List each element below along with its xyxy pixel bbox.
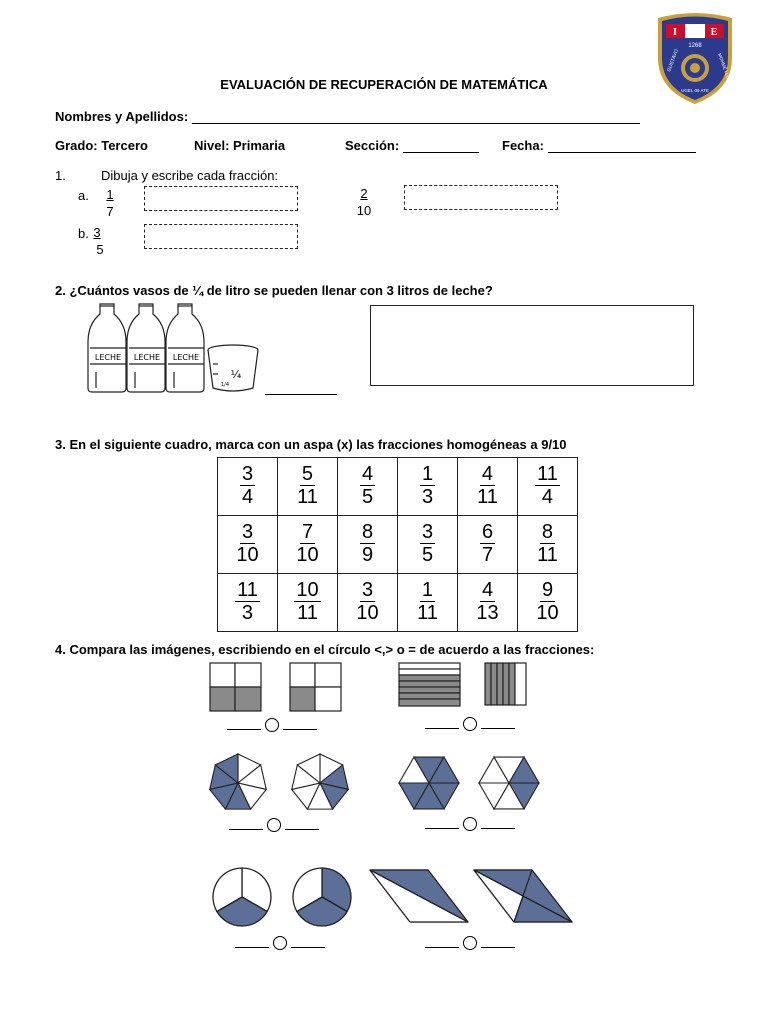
q1b-answer-box[interactable] [144, 224, 298, 249]
grid-numerator: 3 [241, 521, 254, 543]
grid-numerator: 1 [421, 463, 434, 485]
compare-circle[interactable] [265, 718, 279, 732]
q1a-answer-box[interactable] [144, 186, 298, 211]
answer-blank[interactable] [481, 827, 515, 829]
grid-cell[interactable] [458, 458, 518, 516]
grid-numerator: 4 [481, 463, 494, 485]
grid-cell[interactable] [218, 516, 278, 574]
grid-row [218, 458, 578, 516]
compare-row-2-right [425, 817, 515, 831]
grid-fraction [417, 580, 438, 624]
logo-ring-bottom: UGEL 06 ATE [681, 88, 709, 93]
grid-numerator: 4 [361, 463, 374, 485]
grid-fraction [480, 522, 495, 566]
compare-circle[interactable] [463, 817, 477, 831]
grid-numerator: 8 [541, 521, 554, 543]
answer-blank[interactable] [291, 946, 325, 948]
level-label: Nivel: Primaria [194, 138, 286, 153]
grid-denominator: 3 [241, 602, 254, 624]
q1-second-fraction [354, 187, 374, 217]
grid-cell[interactable] [518, 574, 578, 632]
names-label: Nombres y Apellidos: [55, 109, 189, 124]
grid-fraction [476, 580, 498, 624]
q1-number: 1. [55, 168, 66, 183]
q2-answer-box[interactable] [370, 305, 694, 386]
grid-denominator: 5 [421, 544, 434, 566]
grid-denominator: 4 [541, 486, 554, 508]
milk-bottle-icon [166, 304, 204, 392]
q1a-denominator: 7 [106, 203, 114, 219]
grid-denominator: 13 [476, 602, 499, 624]
answer-blank[interactable] [481, 727, 515, 729]
logo-ring-left: GUSTAVO [666, 48, 680, 73]
q1-second-answer-box[interactable] [404, 185, 558, 210]
grid-cell[interactable] [218, 458, 278, 516]
grid-fraction [294, 580, 320, 624]
grid-cell[interactable] [458, 516, 518, 574]
grid-numerator: 1 [421, 579, 434, 601]
grid-denominator: 11 [297, 486, 318, 508]
grid-numerator: 5 [301, 463, 314, 485]
grid-numerator: 3 [241, 463, 254, 485]
grid-numerator: 7 [301, 521, 314, 543]
page-title: EVALUACIÓN DE RECUPERACIÓN DE MATEMÁTICA [220, 77, 548, 92]
bottle-label: LECHE [172, 353, 200, 362]
answer-blank[interactable] [227, 728, 261, 730]
cup-label: ¼ [230, 368, 242, 381]
q3-prompt: 3. En el siguiente cuadro, marca con un aspa (x) las fracciones homogéneas a 9/10 [55, 437, 567, 452]
grid-cell[interactable] [518, 516, 578, 574]
logo-letter-i: I [673, 27, 677, 38]
date-label: Fecha: [502, 138, 544, 153]
q1b-denominator: 5 [96, 241, 104, 257]
grid-fraction [235, 580, 260, 624]
compare-row-3-left [235, 936, 325, 950]
grid-fraction [360, 522, 375, 566]
grid-fraction [296, 522, 318, 566]
grid-fraction [536, 580, 558, 624]
grid-numerator: 3 [421, 521, 434, 543]
grid-denominator: 10 [296, 544, 319, 566]
grid-denominator: 11 [297, 602, 318, 624]
grid-numerator: 11 [237, 579, 258, 601]
compare-circle[interactable] [273, 936, 287, 950]
square-quarters-pair [209, 662, 344, 717]
grid-cell[interactable] [338, 574, 398, 632]
section-row [345, 138, 479, 153]
grid-cell[interactable] [518, 458, 578, 516]
grid-cell[interactable] [398, 458, 458, 516]
grid-cell[interactable] [338, 516, 398, 574]
grid-cell[interactable] [338, 458, 398, 516]
q1-second-denominator: 10 [356, 202, 372, 218]
striped-rectangles-pair [398, 662, 530, 712]
grid-cell[interactable] [278, 458, 338, 516]
section-field[interactable] [403, 140, 479, 153]
grid-fraction [477, 464, 498, 508]
compare-row-3-right [425, 936, 515, 950]
grid-fraction [356, 580, 378, 624]
fractions-grid [217, 457, 578, 632]
grid-numerator: 11 [537, 463, 558, 485]
q4-prompt: 4. Compara las imágenes, escribiendo en el círculo <,> o = de acuerdo a las fracciones: [55, 642, 595, 657]
cup-small-label: 1/4 [221, 382, 230, 388]
grid-cell[interactable] [278, 574, 338, 632]
rhombus-pair [366, 866, 578, 931]
compare-circle[interactable] [463, 717, 477, 731]
grade-label: Grado: Tercero [55, 138, 148, 153]
milk-illustration [86, 302, 266, 394]
heptagons-pair [207, 752, 352, 819]
q2-answer-line[interactable] [265, 393, 337, 395]
grid-denominator: 11 [417, 602, 438, 624]
grid-denominator: 9 [361, 544, 374, 566]
q1b-numerator: 3 [93, 225, 101, 240]
grid-numerator: 10 [296, 579, 319, 601]
answer-blank[interactable] [481, 946, 515, 948]
q1a-numerator: 1 [106, 187, 114, 202]
grid-numerator: 6 [481, 521, 494, 543]
milk-bottle-icon [127, 304, 165, 392]
grid-numerator: 3 [361, 579, 374, 601]
circles-thirds-pair [210, 866, 356, 933]
section-label: Sección: [345, 138, 400, 153]
compare-row-1-left [227, 718, 317, 732]
answer-blank[interactable] [425, 946, 459, 948]
grid-denominator: 10 [236, 544, 259, 566]
grid-row [218, 516, 578, 574]
answer-blank[interactable] [283, 728, 317, 730]
answer-blank[interactable] [285, 828, 319, 830]
grid-numerator: 4 [481, 579, 494, 601]
logo-letter-e: E [710, 27, 718, 38]
q1-prompt: Dibuja y escribe cada fracción: [101, 168, 279, 183]
compare-row-1-right [425, 717, 515, 731]
grid-denominator: 5 [361, 486, 374, 508]
grid-fraction [240, 464, 255, 508]
grid-fraction [297, 464, 318, 508]
logo-ring-right: MOHME LLONA [717, 52, 734, 86]
q1b-fraction [89, 226, 105, 256]
compare-row-2-left [229, 818, 319, 832]
answer-blank[interactable] [235, 946, 269, 948]
grid-fraction [236, 522, 258, 566]
bottle-label: LECHE [133, 353, 161, 362]
date-field[interactable] [548, 140, 696, 153]
grid-denominator: 10 [536, 602, 559, 624]
grid-row [218, 574, 578, 632]
q1a-label: a. [78, 188, 89, 203]
grid-fraction [360, 464, 375, 508]
milk-bottle-icon [88, 304, 126, 392]
grid-fraction [420, 464, 435, 508]
grid-fraction [420, 522, 435, 566]
answer-blank[interactable] [425, 827, 459, 829]
hexagons-pair [395, 754, 545, 817]
grid-cell[interactable] [398, 516, 458, 574]
date-row [502, 138, 696, 153]
q1-second-numerator: 2 [360, 186, 368, 201]
grid-denominator: 11 [537, 544, 558, 566]
bottle-label: LECHE [94, 353, 122, 362]
grid-numerator: 9 [541, 579, 554, 601]
logo-number: 1268 [688, 43, 702, 49]
grid-denominator: 10 [356, 602, 379, 624]
grid-denominator: 4 [241, 486, 254, 508]
q1b-label: b. [78, 226, 89, 241]
compare-circle[interactable] [267, 818, 281, 832]
answer-blank[interactable] [229, 828, 263, 830]
grid-fraction [537, 522, 558, 566]
grid-numerator: 8 [361, 521, 374, 543]
grid-cell[interactable] [278, 516, 338, 574]
grid-cell[interactable] [218, 574, 278, 632]
grid-cell[interactable] [458, 574, 518, 632]
names-row [55, 109, 640, 124]
grid-denominator: 7 [481, 544, 494, 566]
grid-cell[interactable] [398, 574, 458, 632]
q2-prompt: 2. ¿Cuántos vasos de ¼ de litro se pueden llenar con 3 litros de leche? [55, 283, 493, 298]
q1a-fraction [103, 188, 117, 218]
grid-denominator: 3 [421, 486, 434, 508]
answer-blank[interactable] [425, 727, 459, 729]
names-field[interactable] [192, 111, 640, 124]
grid-denominator: 11 [477, 486, 498, 508]
grid-fraction [535, 464, 560, 508]
compare-circle[interactable] [463, 936, 477, 950]
